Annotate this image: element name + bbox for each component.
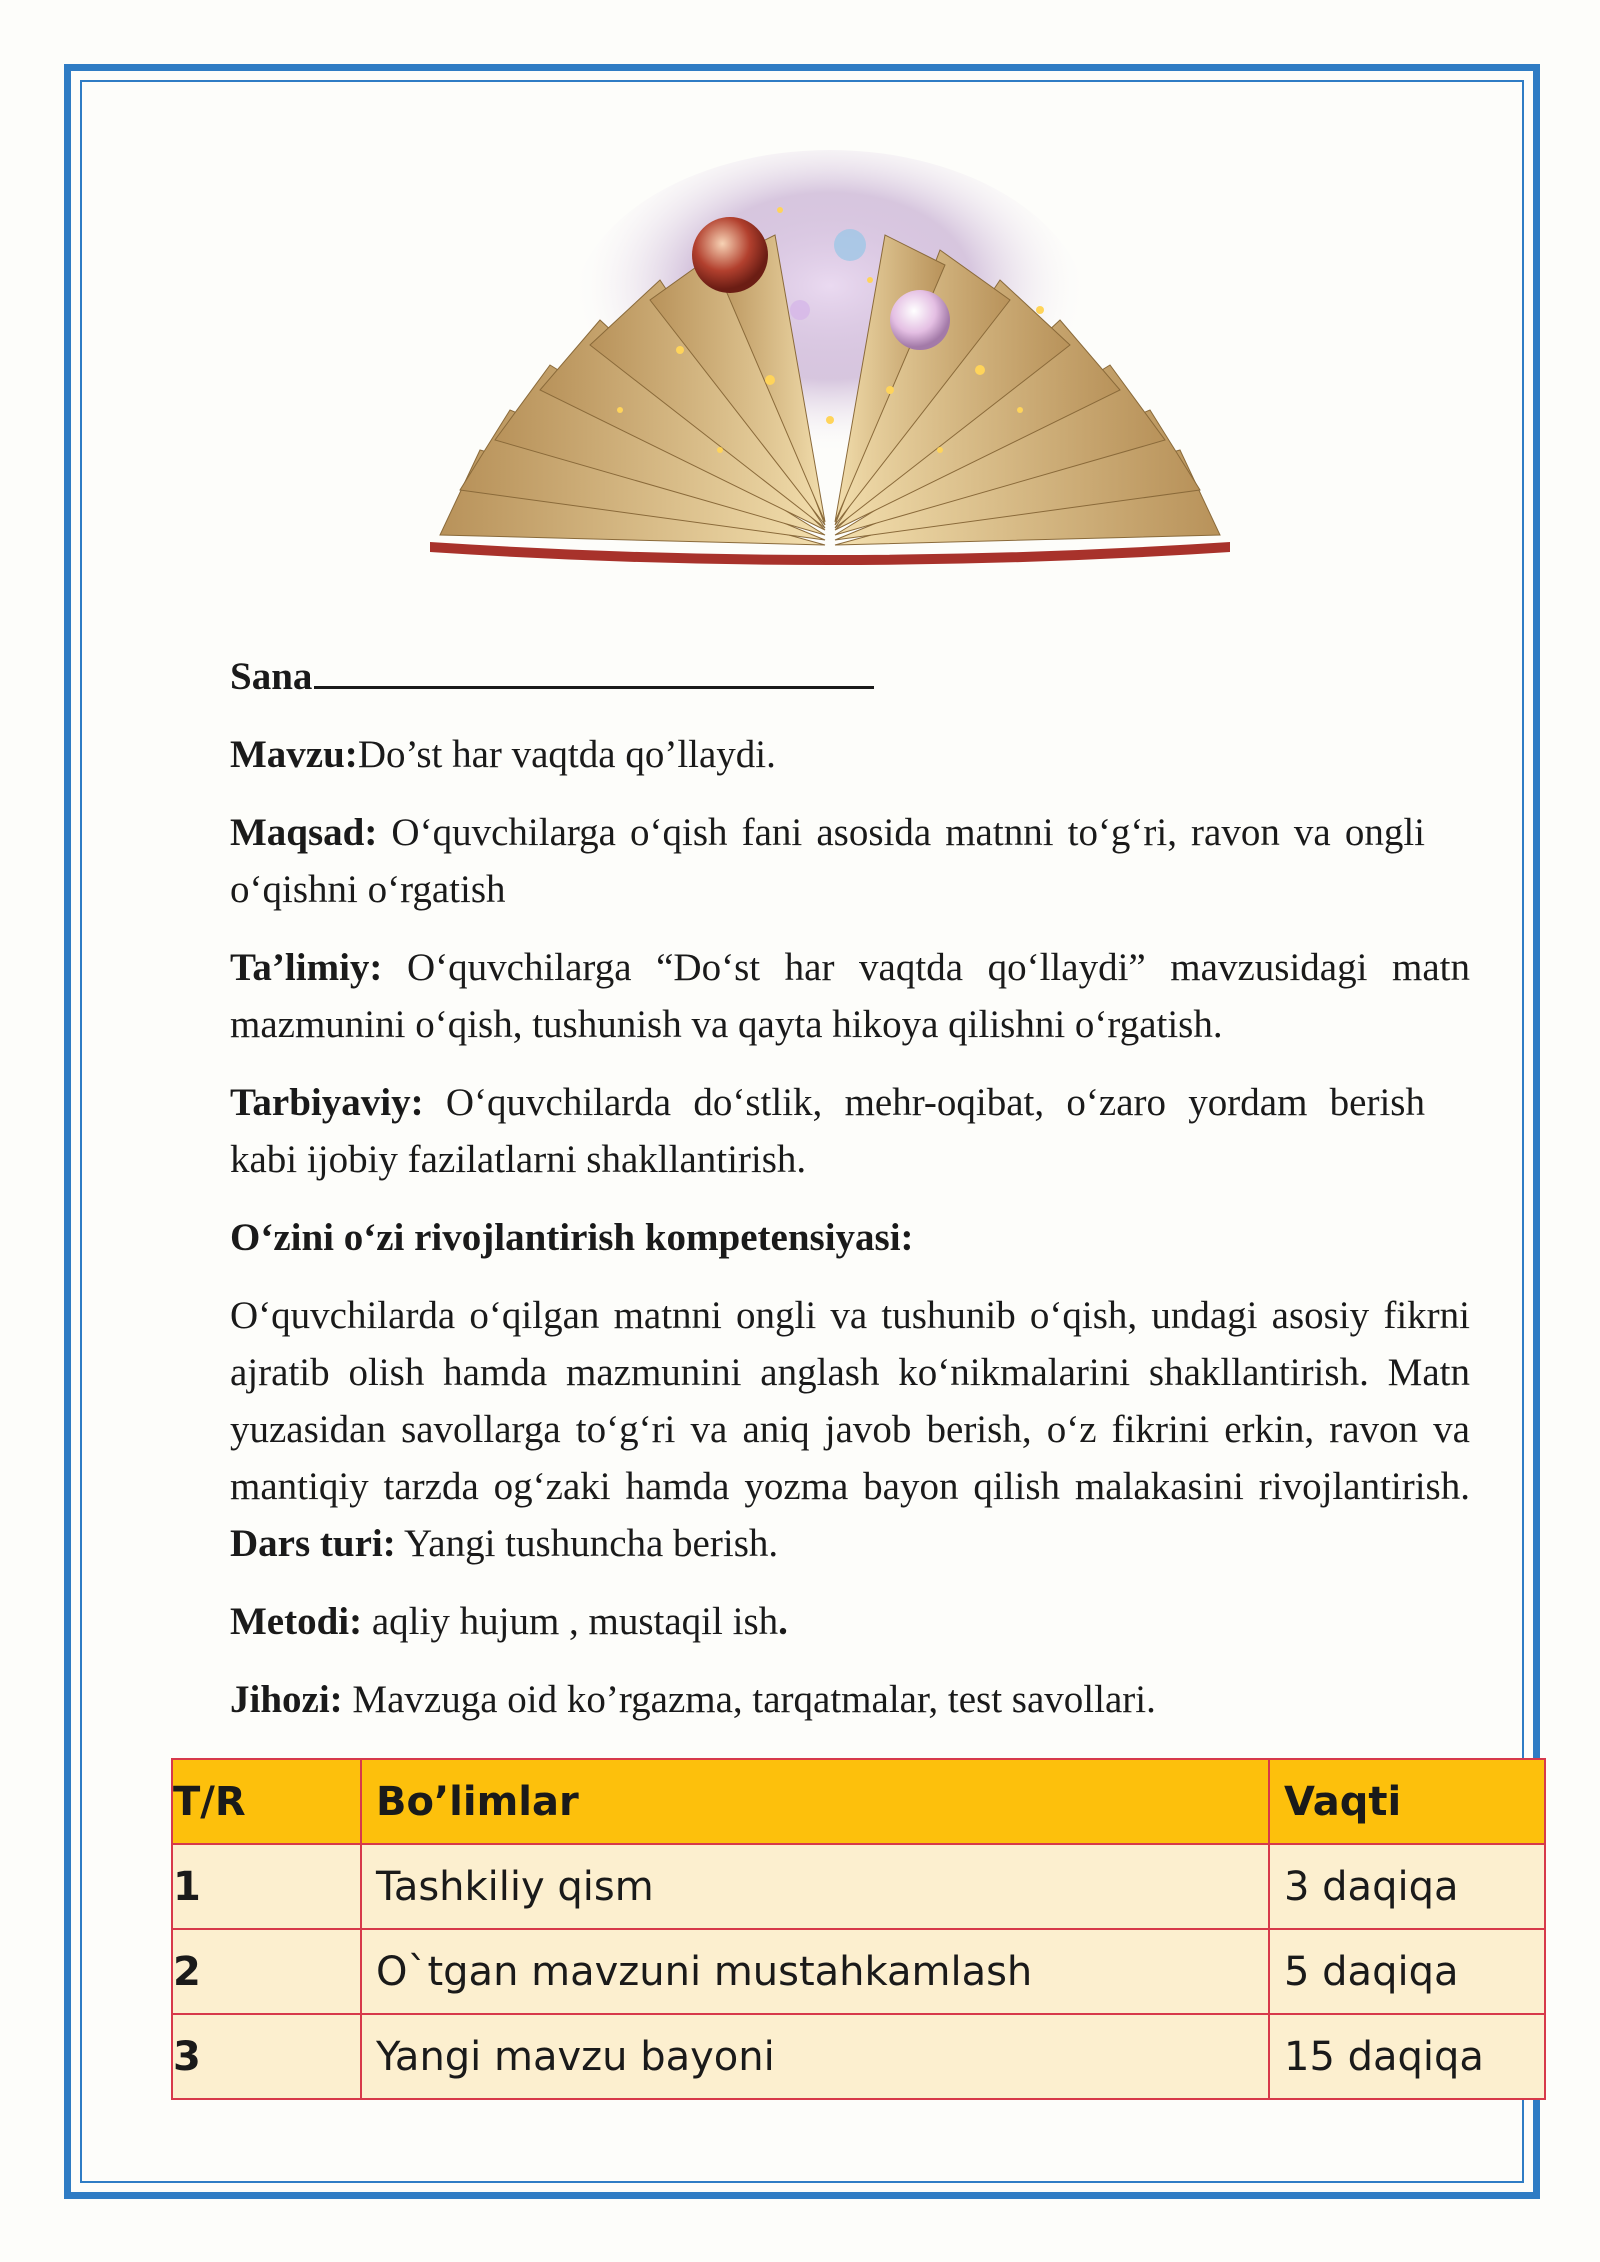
table-header-row <box>172 1759 1545 1844</box>
row-section: Yangi mavzu bayoni <box>361 2014 1269 2099</box>
goal-label: Maqsad: <box>230 811 378 854</box>
row-section: O`tgan mavzuni mustahkamlash <box>361 1929 1269 2014</box>
table-row <box>172 1844 1545 1929</box>
open-book-illustration <box>420 150 1240 580</box>
row-section: Tashkiliy qism <box>361 1844 1269 1929</box>
equipment-line <box>230 1671 1470 1728</box>
row-number: 2 <box>172 1929 361 2014</box>
topic-text: Do’st har vaqtda qo’llaydi. <box>357 733 776 776</box>
educational-paragraph <box>230 939 1470 1053</box>
topic-label: Mavzu: <box>230 733 358 776</box>
equipment-label: Jihozi: <box>230 1678 343 1721</box>
educational-label: Ta’limiy: <box>230 946 383 989</box>
date-line <box>230 648 1470 705</box>
date-blank <box>314 648 874 689</box>
row-time: 3 daqiqa <box>1269 1844 1545 1929</box>
lesson-plan-body <box>230 648 1470 1749</box>
goal-paragraph <box>230 804 1425 918</box>
column-header-time: Vaqti <box>1269 1759 1545 1844</box>
lesson-type-label: Dars turi: <box>230 1522 396 1565</box>
method-line <box>230 1593 1470 1650</box>
upbringing-text: O‘quvchilarda do‘stlik, mehr-oqibat, o‘zaro yordam berish kabi ijobiy fazilatlarni shakllantirish. <box>230 1081 1425 1181</box>
competency-text: O‘quvchilarda o‘qilgan matnni ongli va tushunib o‘qish, undagi asosiy fikrni ajratib olish hamda mazmunini anglash ko‘nikmalarini shakllantirish. Matn yuzasidan savollarga to‘g‘ri va aniq javob berish, o‘z fikrini erkin, ravon va mantiqiy tarzda og‘zaki hamda yozma bayon qilish malakasini rivojlantirish. <box>230 1294 1470 1508</box>
row-time: 15 daqiqa <box>1269 2014 1545 2099</box>
lesson-type-text: Yangi tushuncha berish. <box>395 1522 779 1565</box>
upbringing-label: Tarbiyaviy: <box>230 1081 424 1124</box>
row-number: 3 <box>172 2014 361 2099</box>
upbringing-paragraph <box>230 1074 1425 1188</box>
competency-heading-text: O‘zini o‘zi rivojlantirish kompetensiyasi: <box>230 1216 914 1259</box>
method-dot: . <box>778 1600 788 1643</box>
table-row <box>172 1929 1545 2014</box>
educational-text: O‘quvchilarga “Do‘st har vaqtda qo‘llaydi” mavzusidagi matn mazmunini o‘qish, tushunish va qayta hikoya qilishni o‘rgatish. <box>230 946 1470 1046</box>
competency-paragraph <box>230 1287 1470 1572</box>
lesson-stages-table <box>171 1758 1546 2100</box>
table-row <box>172 2014 1545 2099</box>
date-label: Sana <box>230 655 313 698</box>
equipment-text: Mavzuga oid ko’rgazma, tarqatmalar, test savollari. <box>342 1678 1156 1721</box>
method-label: Metodi: <box>230 1600 363 1643</box>
row-time: 5 daqiqa <box>1269 1929 1545 2014</box>
topic-line <box>230 726 1470 783</box>
column-header-sections: Bo’limlar <box>361 1759 1269 1844</box>
competency-heading <box>230 1209 1470 1266</box>
row-number: 1 <box>172 1844 361 1929</box>
column-header-number: T/R <box>172 1759 361 1844</box>
goal-text: O‘quvchilarga o‘qish fani asosida matnni to‘g‘ri, ravon va ongli o‘qishni o‘rgatish <box>230 811 1425 911</box>
method-text: aqliy hujum , mustaqil ish <box>362 1600 779 1643</box>
